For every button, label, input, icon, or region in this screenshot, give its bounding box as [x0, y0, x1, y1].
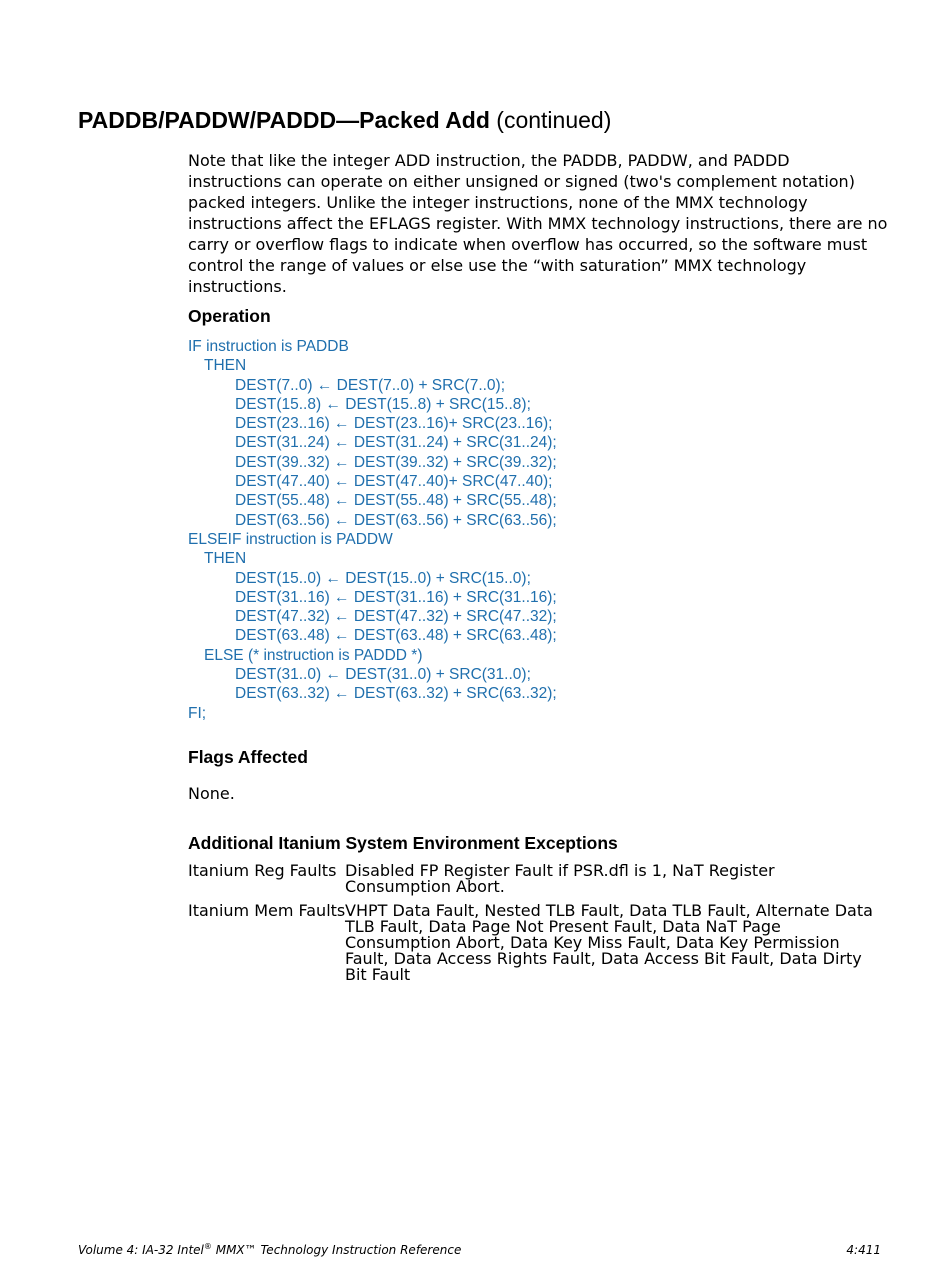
title-continued: (continued) [496, 107, 612, 133]
code-line: DEST(55..48) ← DEST(55..48) + SRC(55..48); [235, 492, 557, 510]
footer-title-prefix: Volume 4: IA-32 Intel [78, 1243, 204, 1257]
code-line: ELSE (* instruction is PADDD *) [204, 646, 423, 664]
code-line: DEST(7..0) ← DEST(7..0) + SRC(7..0); [235, 376, 506, 394]
code-line: DEST(31..24) ← DEST(31..24) + SRC(31..24); [235, 434, 557, 452]
code-line: DEST(23..16) ← DEST(23..16)+ SRC(23..16); [235, 415, 553, 433]
code-line: ELSEIF instruction is PADDW [188, 530, 393, 548]
code-line: DEST(47..40) ← DEST(47..40)+ SRC(47..40); [235, 473, 553, 491]
code-line: DEST(31..16) ← DEST(31..16) + SRC(31..16); [235, 588, 557, 606]
registered-mark: ® [203, 1242, 212, 1251]
code-line: DEST(15..0) ← DEST(15..0) + SRC(15..0); [235, 569, 531, 587]
code-line: DEST(63..48) ← DEST(63..48) + SRC(63..48); [235, 627, 557, 645]
code-line: THEN [204, 357, 247, 375]
code-line: DEST(63..56) ← DEST(63..56) + SRC(63..56); [235, 511, 557, 529]
code-line: IF instruction is PADDB [188, 338, 349, 355]
footer-page-number: 4:411 [846, 1243, 881, 1257]
page-title [78, 104, 611, 136]
code-line: FI; [188, 704, 207, 722]
footer-title-suffix: MMX™ Technology Instruction Reference [211, 1243, 462, 1257]
flags-affected-text: None. [188, 784, 235, 803]
footer-document-title [78, 1242, 461, 1258]
code-line: DEST(47..32) ← DEST(47..32) + SRC(47..32); [235, 608, 557, 626]
title-main: PADDB/PADDW/PADDD—Packed Add [78, 107, 490, 133]
code-line: DEST(31..0) ← DEST(31..0) + SRC(31..0); [235, 666, 531, 684]
code-line: DEST(63..32) ← DEST(63..32) + SRC(63..32); [235, 685, 557, 703]
exception-label: Itanium Mem Faults [188, 901, 346, 920]
code-line: DEST(39..32) ← DEST(39..32) + SRC(39..32); [235, 453, 557, 471]
operation-code-block [188, 337, 888, 723]
flags-affected-heading: Flags Affected [188, 747, 308, 767]
exceptions-heading: Additional Itanium System Environment Exceptions [188, 833, 618, 853]
exception-description: VHPT Data Fault, Nested TLB Fault, Data TLB Fault, Alternate Data TLB Fault, Data Page Not Present Fault, Data NaT Page Consumption Abort, Data Key Miss Fault, Data Key Permission Fault, Data Access Rights Fault, Data Access Bit Fault, Data Dirty Bit Fault [345, 901, 873, 984]
exception-label: Itanium Reg Faults [188, 861, 337, 880]
code-line: DEST(15..8) ← DEST(15..8) + SRC(15..8); [235, 395, 531, 413]
intro-paragraph: Note that like the integer ADD instruction, the PADDB, PADDW, and PADDD instructions can operate on either unsigned or signed (two's complement notation) packed integers. Unlike the integer instructions, none of the MMX technology instructions affect the EFLAGS register. With MMX technology instructions, there are no carry or overflow flags to indicate when overflow has occurred, so the software must control the range of values or else use the “with saturation” MMX technology instructions. [188, 151, 888, 296]
operation-heading: Operation [188, 306, 271, 326]
exception-description: Disabled FP Register Fault if PSR.dfl is 1, NaT Register Consumption Abort. [345, 861, 775, 896]
code-line: THEN [204, 550, 247, 568]
